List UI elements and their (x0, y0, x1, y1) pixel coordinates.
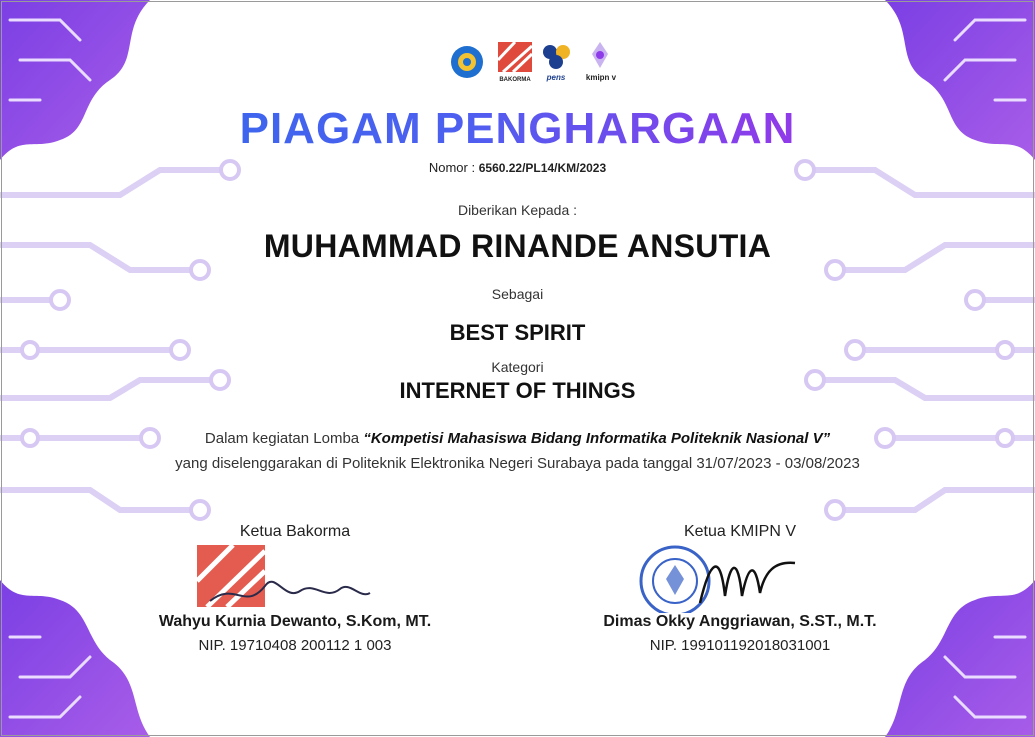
signature-stroke (700, 563, 795, 603)
kmipn-logo (586, 42, 617, 82)
certificate-number (0, 160, 1035, 175)
signatory-name: Wahyu Kurnia Dewanto, S.Kom, MT. (158, 613, 432, 630)
certificate-title: PIAGAM PENGHARGAAN (0, 104, 1035, 154)
bakorma-logo (498, 42, 532, 83)
signature-kmipn-stamp (560, 541, 920, 613)
description-line-2: yang diselenggarakan di Politeknik Elektronika Negeri Surabaya pada tanggal 31/07/2023 - 03/08/2023 (175, 455, 860, 472)
description-line-1 (0, 430, 1035, 447)
signatory-right (560, 523, 920, 654)
award-title: BEST SPIRIT (449, 320, 586, 345)
signatory-nip: NIP. 199101192018031001 (649, 637, 831, 654)
signatory-nip: NIP. 19710408 200112 1 003 (198, 637, 392, 654)
bakorma-logo-text: BAKORMA (499, 77, 531, 83)
description-prefix: Dalam kegiatan Lomba (204, 430, 360, 447)
signatory-role: Ketua KMIPN V (683, 523, 797, 540)
signatory-left (115, 523, 475, 654)
kmipn-stamp-seal (641, 547, 709, 613)
category-label: Kategori (491, 359, 544, 375)
signatory-role: Ketua Bakorma (239, 523, 351, 540)
signature-bakorma-stamp (115, 541, 475, 613)
logo-strip (445, 40, 625, 84)
certificate-number-label: Nomor : (428, 160, 476, 175)
tut-wuri-handayani-logo (451, 46, 483, 78)
bakorma-stamp-logo (197, 545, 265, 607)
pens-logo-text: pens (546, 73, 566, 82)
category-value: INTERNET OF THINGS (399, 378, 636, 403)
certificate-number-value: 6560.22/PL14/KM/2023 (478, 161, 607, 175)
as-label: Sebagai (491, 286, 544, 302)
given-to-label: Diberikan Kepada : (457, 202, 578, 218)
kmipn-logo-text: kmipn v (585, 73, 617, 82)
signatory-name: Dimas Okky Anggriawan, S.ST., M.T. (603, 613, 877, 630)
pens-logo (543, 45, 570, 82)
recipient-name: MUHAMMAD RINANDE ANSUTIA (263, 228, 772, 264)
event-name: “Kompetisi Mahasiswa Bidang Informatika Politeknik Nasional V” (363, 430, 831, 447)
